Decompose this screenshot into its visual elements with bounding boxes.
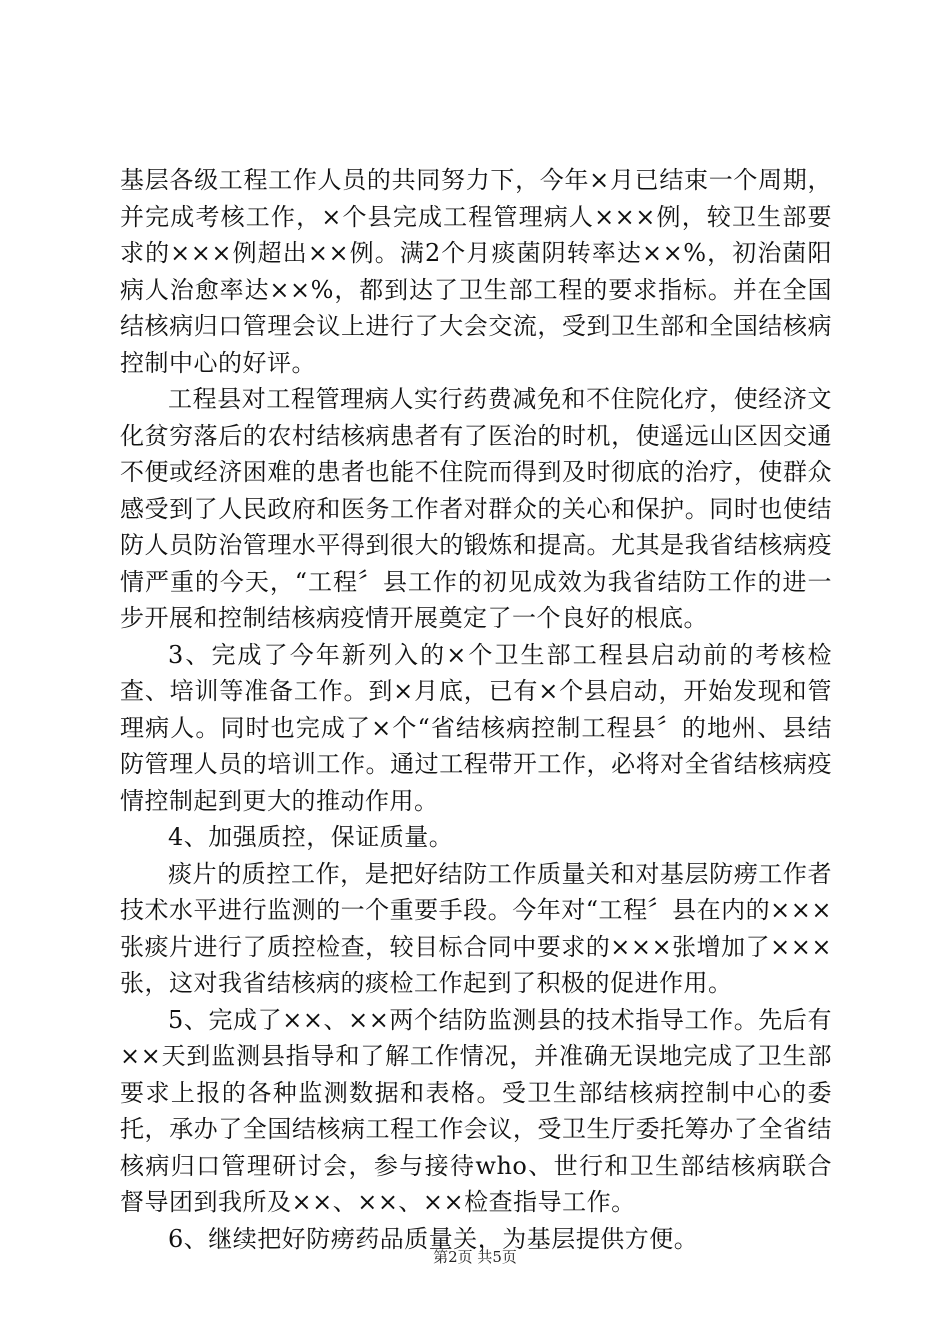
paragraph-3: 3、完成了今年新列入的×个卫生部工程县启动前的考核检查、培训等准备工作。到×月底，已有×个县启动，开始发现和管理病人。同时也完成了×个“省结核病控制工程县〞的地州、县结防管理人员的培训工作。通过工程带开工作，必将对全省结核病疫情控制起到更大的推动作用。 (120, 640, 832, 815)
paragraph-1: 基层各级工程工作人员的共同努力下，今年×月已结束一个周期，并完成考核工作，×个县完成工程管理病人×××例，较卫生部要求的×××例超出××例。满2个月痰菌阴转率达××%，初治菌阳病人治愈率达××%，都到达了卫生部工程的要求指标。并在全国结核病归口管理会议上进行了大会交流，受到卫生部和全国结核病控制中心的好评。 (120, 166, 832, 377)
paragraph-7: 6、继续把好防痨药品质量关，为基层提供方便。 (168, 1224, 699, 1253)
paragraph-6: 5、完成了××、××两个结防监测县的技术指导工作。先后有××天到监测县指导和了解工作情况，并准确无误地完成了卫生部要求上报的各种监测数据和表格。受卫生部结核病控制中心的委托，承办了全国结核病工程工作会议，受卫生厅委托筹办了全省结核病归口管理研讨会，参与接待who、世行和卫生部结核病联合督导团到我所及××、××、××检查指导工作。 (120, 1005, 832, 1216)
paragraph-5: 痰片的质控工作，是把好结防工作质量关和对基层防痨工作者技术水平进行监测的一个重要手段。今年对“工程〞县在内的×××张痰片进行了质控检查，较目标合同中要求的×××张增加了×××张，这对我省结核病的痰检工作起到了积极的促进作用。 (120, 859, 832, 997)
page-footer: 第2页 共5页 (433, 1248, 517, 1266)
paragraph-4: 4、加强质控，保证质量。 (168, 823, 454, 851)
paragraph-2: 工程县对工程管理病人实行药费减免和不住院化疗，使经济文化贫穷落后的农村结核病患者有了医治的时机，使遥远山区因交通不便或经济困难的患者也能不住院而得到及时彻底的治疗，使群众感受到了人民政府和医务工作者对群众的关心和保护。同时也使结防人员防治管理水平得到很大的锻炼和提高。尤其是我省结核病疫情严重的今天，“工程〞县工作的初见成效为我省结防工作的进一步开展和控制结核病疫情开展奠定了一个良好的根底。 (120, 385, 832, 632)
document-body (120, 162, 832, 1257)
